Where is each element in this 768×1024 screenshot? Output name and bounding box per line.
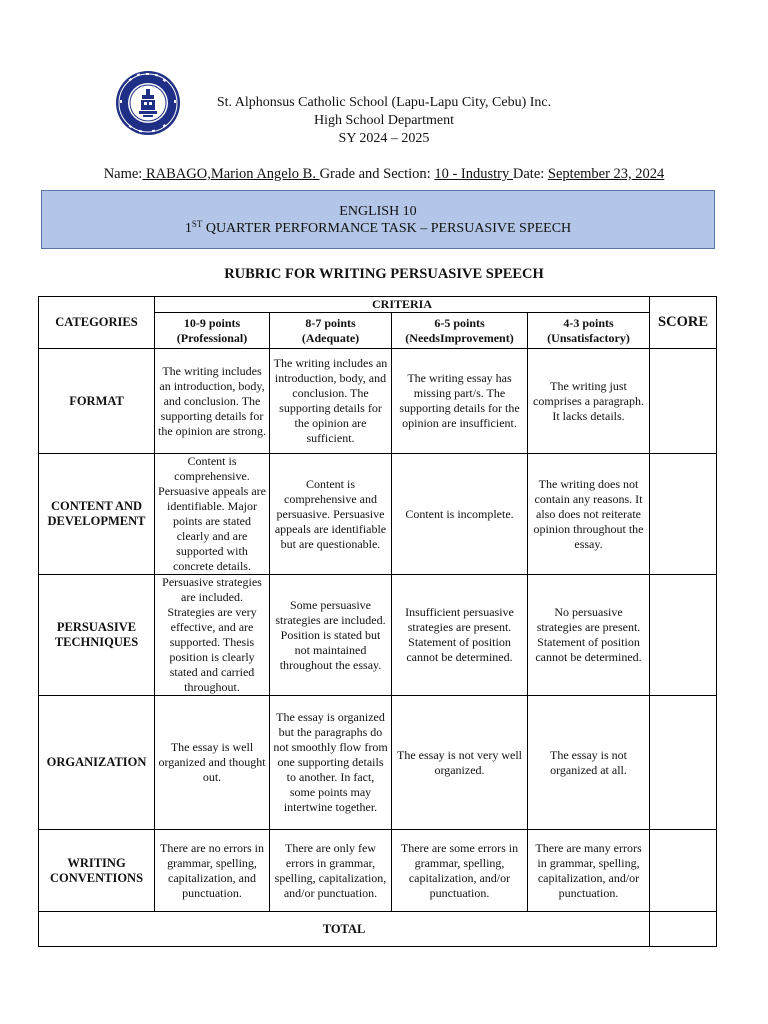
score-header: SCORE bbox=[650, 297, 717, 349]
level-label: (NeedsImprovement) bbox=[405, 330, 514, 345]
level-points: 6-5 points bbox=[434, 315, 485, 330]
score-cell[interactable] bbox=[650, 349, 717, 454]
criteria-cell: Content is comprehensive. Persuasive appeals are identifiable. Major points are stated clearly and are supported with concrete details. bbox=[155, 454, 270, 575]
subject-title: ENGLISH 10 bbox=[339, 204, 417, 219]
score-cell[interactable] bbox=[650, 575, 717, 696]
level-points: 4-3 points bbox=[563, 315, 614, 330]
criteria-cell: The essay is well organized and thought out. bbox=[155, 696, 270, 830]
level-header-needs-improvement bbox=[392, 313, 528, 349]
category-cell: FORMAT bbox=[39, 349, 155, 454]
level-label: (Unsatisfactory) bbox=[547, 330, 630, 345]
rubric-title: RUBRIC FOR WRITING PERSUASIVE SPEECH bbox=[224, 266, 544, 282]
criteria-cell: The writing includes an introduction, body, and conclusion. The supporting details for the opinion are strong. bbox=[155, 349, 270, 454]
criteria-cell: Content is comprehensive and persuasive. Persuasive appeals are identifiable but are questionable. bbox=[270, 454, 392, 575]
date-label: Date: bbox=[512, 166, 545, 182]
criteria-cell: The essay is not organized at all. bbox=[528, 696, 650, 830]
school-name: St. Alphonsus Catholic School (Lapu-Lapu City, Cebu) Inc. bbox=[216, 95, 552, 110]
criteria-cell: No persuasive strategies are present. Statement of position cannot be determined. bbox=[528, 575, 650, 696]
total-score-cell[interactable] bbox=[650, 912, 717, 947]
school-header bbox=[150, 94, 618, 148]
rubric-row-techniques bbox=[39, 575, 717, 696]
level-points: 10-9 points bbox=[183, 315, 241, 330]
criteria-cell: There are many errors in grammar, spelling, capitalization, and/or punctuation. bbox=[528, 830, 650, 912]
rubric-row-content bbox=[39, 454, 717, 575]
criteria-cell: The writing just comprises a paragraph. It lacks details. bbox=[528, 349, 650, 454]
grade-section-value: 10 - Industry bbox=[434, 166, 513, 182]
level-header-adequate bbox=[270, 313, 392, 349]
criteria-header: CRITERIA bbox=[155, 297, 650, 313]
student-name: RABAGO,Marion Angelo B. bbox=[142, 166, 320, 182]
criteria-cell: The essay is not very well organized. bbox=[392, 696, 528, 830]
total-label: TOTAL bbox=[39, 912, 650, 947]
rubric-header-row bbox=[39, 297, 717, 313]
criteria-cell: There are only few errors in grammar, spelling, capitalization, and/or punctuation. bbox=[270, 830, 392, 912]
date-value: September 23, 2024 bbox=[547, 166, 665, 182]
level-header-professional bbox=[155, 313, 270, 349]
criteria-cell: There are no errors in grammar, spelling, capitalization, and punctuation. bbox=[155, 830, 270, 912]
level-label: (Adequate) bbox=[301, 330, 360, 345]
criteria-cell: Insufficient persuasive strategies are present. Statement of position cannot be determined. bbox=[392, 575, 528, 696]
criteria-cell: Persuasive strategies are included. Strategies are very effective, and are supported. Thesis position is clearly stated and carried throughout. bbox=[155, 575, 270, 696]
rubric-row-format bbox=[39, 349, 717, 454]
task-title bbox=[42, 220, 714, 237]
grade-section-label: Grade and Section: bbox=[319, 166, 431, 182]
quarter-ordinal: ST bbox=[191, 219, 203, 229]
criteria-cell: The writing does not contain any reasons. It also does not reiterate opinion throughout the essay. bbox=[528, 454, 650, 575]
category-cell: CONTENT AND DEVELOPMENT bbox=[39, 454, 155, 575]
criteria-cell: Content is incomplete. bbox=[392, 454, 528, 575]
total-row bbox=[39, 912, 717, 947]
category-cell: PERSUASIVE TECHNIQUES bbox=[39, 575, 155, 696]
score-cell[interactable] bbox=[650, 830, 717, 912]
criteria-cell: There are some errors in grammar, spelling, capitalization, and/or punctuation. bbox=[392, 830, 528, 912]
level-header-unsatisfactory bbox=[528, 313, 650, 349]
level-points: 8-7 points bbox=[305, 315, 356, 330]
subject-banner bbox=[41, 190, 715, 249]
name-label: Name: bbox=[103, 166, 143, 182]
task-name: QUARTER PERFORMANCE TASK – PERSUASIVE SPEECH bbox=[202, 221, 572, 236]
score-cell[interactable] bbox=[650, 454, 717, 575]
categories-header: CATEGORIES bbox=[39, 297, 155, 349]
category-cell: WRITING CONVENTIONS bbox=[39, 830, 155, 912]
category-cell: ORGANIZATION bbox=[39, 696, 155, 830]
school-year: SY 2024 – 2025 bbox=[338, 131, 430, 146]
criteria-cell: The essay is organized but the paragraphs do not smoothly flow from one supporting details to another. In fact, some points may intertwine together. bbox=[270, 696, 392, 830]
criteria-cell: Some persuasive strategies are included. Position is stated but not maintained throughout the essay. bbox=[270, 575, 392, 696]
department-name: High School Department bbox=[314, 113, 454, 128]
rubric-row-organization bbox=[39, 696, 717, 830]
level-label: (Professional) bbox=[176, 330, 248, 345]
quarter-number: 1 bbox=[184, 221, 192, 236]
rubric-row-conventions bbox=[39, 830, 717, 912]
criteria-cell: The writing includes an introduction, body, and conclusion. The supporting details for the opinion are sufficient. bbox=[270, 349, 392, 454]
criteria-cell: The writing essay has missing part/s. The supporting details for the opinion are insufficient. bbox=[392, 349, 528, 454]
student-info-line bbox=[0, 166, 768, 183]
score-cell[interactable] bbox=[650, 696, 717, 830]
rubric-table bbox=[38, 296, 717, 947]
